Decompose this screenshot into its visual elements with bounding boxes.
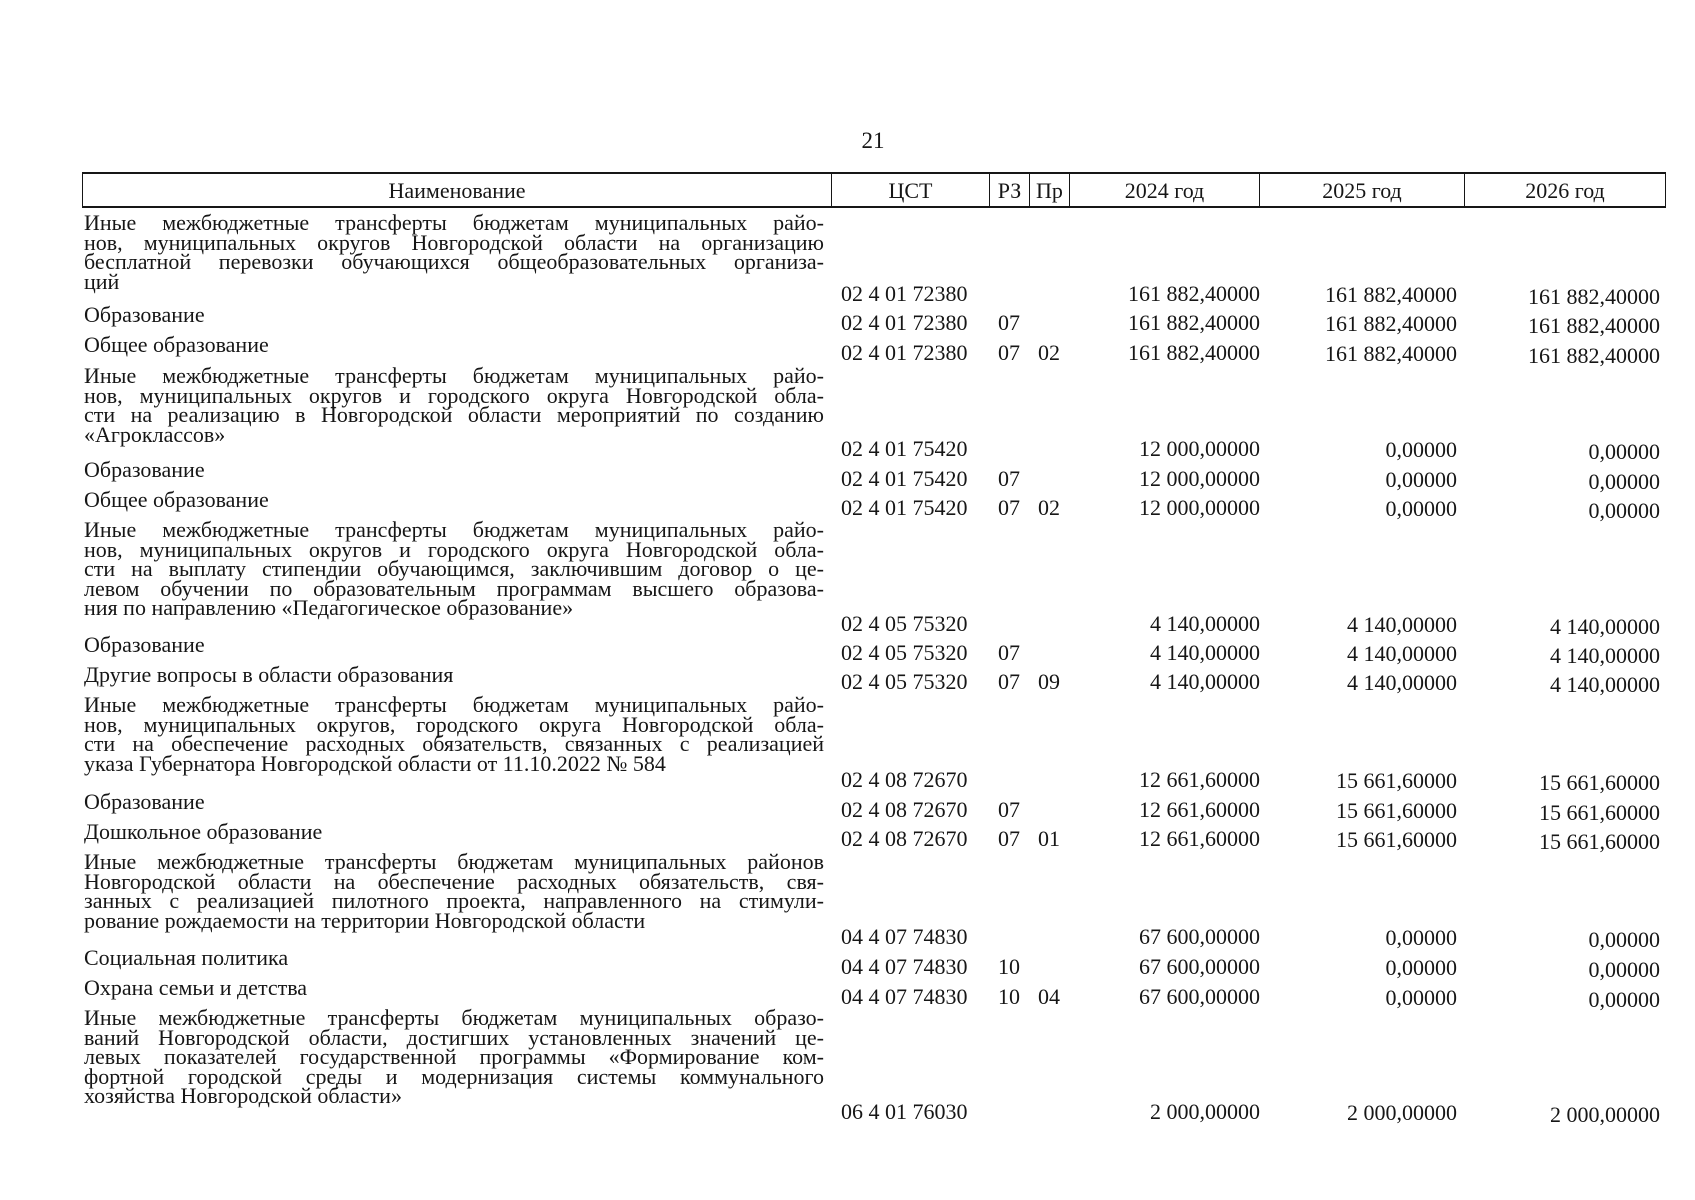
row-name: Иные межбюджетные трансферты бюджетам муниципальных районов Новгородской области на обеспечение расходных обязательств, свя- занных с реализацией пилотного проекта, направленного на стимули- рование рождаемости на территории Новгородской области: [84, 849, 824, 933]
row-value-2026: 4 140,00000: [1550, 614, 1660, 639]
row-rz: 07: [998, 640, 1020, 665]
header-2024: 2024 год: [1070, 174, 1260, 206]
row-cst: 04 4 07 74830: [841, 984, 968, 1009]
row-value-2025: 4 140,00000: [1347, 670, 1457, 695]
row-value-2026: 4 140,00000: [1550, 672, 1660, 697]
row-name: Иные межбюджетные трансферты бюджетам муниципальных образо- ваний Новгородской области, достигших установленных значений це- левых показателей государственной программы «Формирование ком- фортной городской среды и модернизация системы коммунального хозяйства Новгородской области»: [84, 1005, 824, 1109]
row-value-2024: 4 140,00000: [1150, 669, 1260, 694]
row-value-2025: 161 882,40000: [1325, 282, 1457, 307]
row-value-2026: 0,00000: [1588, 927, 1660, 952]
row-value-2024: 161 882,40000: [1128, 340, 1260, 365]
row-value-2024: 161 882,40000: [1128, 281, 1260, 306]
row-rz: 10: [998, 954, 1020, 979]
row-name: Иные межбюджетные трансферты бюджетам муниципальных райо- нов, муниципальных округов Новгородской области на организацию бесплатной перевозки обучающихся общеобразовательных организа- ций: [84, 210, 824, 294]
row-cst: 06 4 01 76030: [841, 1099, 968, 1124]
row-value-2026: 161 882,40000: [1528, 313, 1660, 338]
row-value-2026: 0,00000: [1588, 469, 1660, 494]
row-name: Образование: [84, 457, 205, 482]
row-cst: 02 4 05 75320: [841, 611, 968, 636]
page-number: 21: [861, 128, 885, 153]
row-value-2024: 2 000,00000: [1150, 1099, 1260, 1124]
row-name: Дошкольное образование: [84, 819, 323, 844]
row-value-2025: 15 661,60000: [1336, 827, 1457, 852]
row-value-2026: 15 661,60000: [1539, 800, 1660, 825]
row-value-2026: 0,00000: [1588, 957, 1660, 982]
header-cst: ЦСТ: [832, 174, 990, 206]
row-value-2024: 67 600,00000: [1139, 984, 1260, 1009]
row-value-2024: 12 661,60000: [1139, 767, 1260, 792]
row-value-2026: 0,00000: [1588, 439, 1660, 464]
row-pr: 09: [1038, 669, 1060, 694]
row-cst: 02 4 01 72380: [841, 281, 968, 306]
row-value-2026: 15 661,60000: [1539, 770, 1660, 795]
row-value-2025: 0,00000: [1385, 437, 1457, 462]
row-cst: 02 4 05 75320: [841, 640, 968, 665]
row-cst: 02 4 01 72380: [841, 310, 968, 335]
header-2026: 2026 год: [1465, 174, 1666, 206]
row-value-2026: 4 140,00000: [1550, 643, 1660, 668]
row-value-2025: 0,00000: [1385, 955, 1457, 980]
row-value-2024: 12 000,00000: [1139, 466, 1260, 491]
row-value-2024: 12 000,00000: [1139, 436, 1260, 461]
row-value-2025: 161 882,40000: [1325, 341, 1457, 366]
row-value-2025: 161 882,40000: [1325, 311, 1457, 336]
row-value-2025: 4 140,00000: [1347, 641, 1457, 666]
row-value-2024: 12 000,00000: [1139, 495, 1260, 520]
row-name: Общее образование: [84, 332, 269, 357]
row-cst: 02 4 08 72670: [841, 767, 968, 792]
row-value-2026: 2 000,00000: [1550, 1102, 1660, 1127]
row-rz: 07: [998, 340, 1020, 365]
row-cst: 02 4 08 72670: [841, 797, 968, 822]
row-name: Социальная политика: [84, 945, 289, 970]
row-value-2025: 15 661,60000: [1336, 798, 1457, 823]
row-rz: 07: [998, 669, 1020, 694]
row-cst: 02 4 08 72670: [841, 826, 968, 851]
row-rz: 07: [998, 495, 1020, 520]
row-value-2026: 161 882,40000: [1528, 343, 1660, 368]
row-value-2024: 67 600,00000: [1139, 954, 1260, 979]
row-value-2024: 4 140,00000: [1150, 611, 1260, 636]
row-name: Общее образование: [84, 487, 269, 512]
row-value-2026: 15 661,60000: [1539, 829, 1660, 854]
row-rz: 07: [998, 826, 1020, 851]
row-value-2025: 15 661,60000: [1336, 768, 1457, 793]
row-cst: 04 4 07 74830: [841, 954, 968, 979]
row-rz: 07: [998, 466, 1020, 491]
row-value-2025: 4 140,00000: [1347, 612, 1457, 637]
row-value-2024: 12 661,60000: [1139, 797, 1260, 822]
row-cst: 04 4 07 74830: [841, 924, 968, 949]
row-name: Охрана семьи и детства: [84, 975, 308, 1000]
row-rz: 07: [998, 310, 1020, 335]
row-name: Образование: [84, 632, 205, 657]
row-value-2025: 0,00000: [1385, 925, 1457, 950]
header-2025: 2025 год: [1260, 174, 1465, 206]
row-cst: 02 4 01 75420: [841, 436, 968, 461]
row-pr: 02: [1038, 495, 1060, 520]
row-rz: 07: [998, 797, 1020, 822]
row-pr: 04: [1038, 984, 1060, 1009]
row-value-2026: 0,00000: [1588, 987, 1660, 1012]
row-value-2025: 0,00000: [1385, 467, 1457, 492]
row-value-2025: 2 000,00000: [1347, 1100, 1457, 1125]
row-value-2024: 161 882,40000: [1128, 310, 1260, 335]
header-pr: Пр: [1030, 174, 1070, 206]
row-value-2024: 67 600,00000: [1139, 924, 1260, 949]
row-name: Другие вопросы в области образования: [84, 662, 454, 687]
header-rz: РЗ: [990, 174, 1030, 206]
row-cst: 02 4 01 72380: [841, 340, 968, 365]
row-value-2024: 12 661,60000: [1139, 826, 1260, 851]
row-cst: 02 4 01 75420: [841, 466, 968, 491]
row-cst: 02 4 05 75320: [841, 669, 968, 694]
row-value-2026: 161 882,40000: [1528, 284, 1660, 309]
table-header: [82, 172, 1666, 208]
row-value-2025: 0,00000: [1385, 496, 1457, 521]
row-name: Иные межбюджетные трансферты бюджетам муниципальных райо- нов, муниципальных округов и городского округа Новгородской обла- сти на выплату стипендии обучающимся, заключившим договор о це- левом обучении по образовательным программам высшего образова- ния по направлению «Педагогическое образование»: [84, 517, 824, 621]
row-cst: 02 4 01 75420: [841, 495, 968, 520]
row-name: Иные межбюджетные трансферты бюджетам муниципальных райо- нов, муниципальных округов и городского округа Новгородской обла- сти на реализацию в Новгородской области мероприятий по созданию «Агроклассов»: [84, 363, 824, 447]
row-name: Иные межбюджетные трансферты бюджетам муниципальных райо- нов, муниципальных округов, городского округа Новгородской обла- сти на обеспечение расходных обязательств, связанных с реализацией указа Губернатора Новгородской области от 11.10.2022 № 584: [84, 692, 824, 776]
row-name: Образование: [84, 789, 205, 814]
header-name: Наименование: [82, 174, 832, 206]
row-pr: 01: [1038, 826, 1060, 851]
row-value-2024: 4 140,00000: [1150, 640, 1260, 665]
row-value-2025: 0,00000: [1385, 985, 1457, 1010]
row-rz: 10: [998, 984, 1020, 1009]
row-value-2026: 0,00000: [1588, 498, 1660, 523]
row-pr: 02: [1038, 340, 1060, 365]
row-name: Образование: [84, 302, 205, 327]
